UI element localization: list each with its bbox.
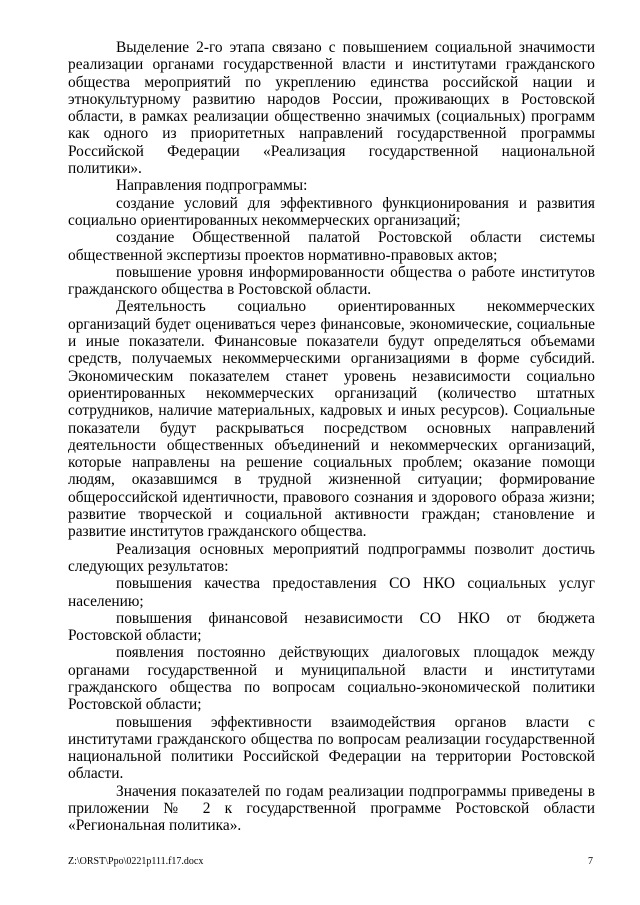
paragraph-stage-two: Выделение 2-го этапа связано с повышением социальной значимости реализации органами государственной власти и институтами гражданского общества мероприятий по укреплению единства российской нации и этнокультурному развитию народов России, проживающих в Ростовской области, в рамках реализации общественно значимых (социальных) программ как одного из приоритетных направлений государственной программы Российской Федерации «Реализация государственной национальной политики». [68, 39, 595, 178]
paragraph-directions-heading: Направления подпрограммы: [116, 177, 308, 195]
list-item-result-independence: повышения финансовой независимости СО НКО от бюджета Ростовской области; [68, 609, 595, 645]
list-item-direction-expertise: создание Общественной палатой Ростовской области системы общественной экспертизы проектов нормативно-правовых актов; [68, 229, 595, 264]
paragraph-indicators: Деятельность социально ориентированных некоммерческих организаций будет оцениваться через финансовые, экономические, социальные и иные показатели. Финансовые показатели будут определяться объемами средств, получаемых некоммерческими организациями в форме субсидий. Экономическим показателем станет уровень независимости социально ориентированных некоммерческих организаций (количество штатных сотрудников, наличие материальных, кадровых и иных ресурсов). Социальные показатели будут раскрываться посредством основных направлений деятельности общественных объединений и некоммерческих организаций, которые направлены на решение социальных проблем; оказание помощи людям, оказавшимся в трудной жизненной ситуации; формирование общероссийской идентичности, правового сознания и здорового образа жизни; развитие творческой и социальной активности граждан; становление и развитие институтов гражданского общества. [68, 298, 595, 541]
paragraph-appendix-reference: Значения показателей по годам реализации подпрограммы приведены в приложении № 2 к государственной программе Ростовской области «Региональная политика». [68, 782, 595, 835]
list-item-result-dialogue: появления постоянно действующих диалоговых площадок между органами государственной и муниципальной власти и институтами гражданского общества по вопросам социально-экономической политики Ростовской области; [68, 644, 595, 714]
list-item-result-quality: повышения качества предоставления СО НКО социальных услуг населению; [68, 575, 595, 610]
paragraph-results-intro: Реализация основных мероприятий подпрограммы позволит достичь следующих результатов: [68, 540, 595, 575]
footer-file-path: Z:\ORST\Ppo\0221p111.f17.docx [68, 856, 204, 867]
list-item-direction-conditions: создание условий для эффективного функционирования и развития социально ориентированных некоммерческих организаций; [68, 194, 595, 229]
list-item-result-efficiency: повышения эффективности взаимодействия органов власти с институтами гражданского общества по вопросам реализации государственной национальной политики Российской Федерации на территории Ростовской области. [68, 713, 595, 783]
document-body [68, 39, 595, 835]
page-number: 7 [588, 856, 593, 867]
list-item-direction-awareness: повышение уровня информированности общества о работе институтов гражданского общества в Ростовской области. [68, 263, 595, 299]
